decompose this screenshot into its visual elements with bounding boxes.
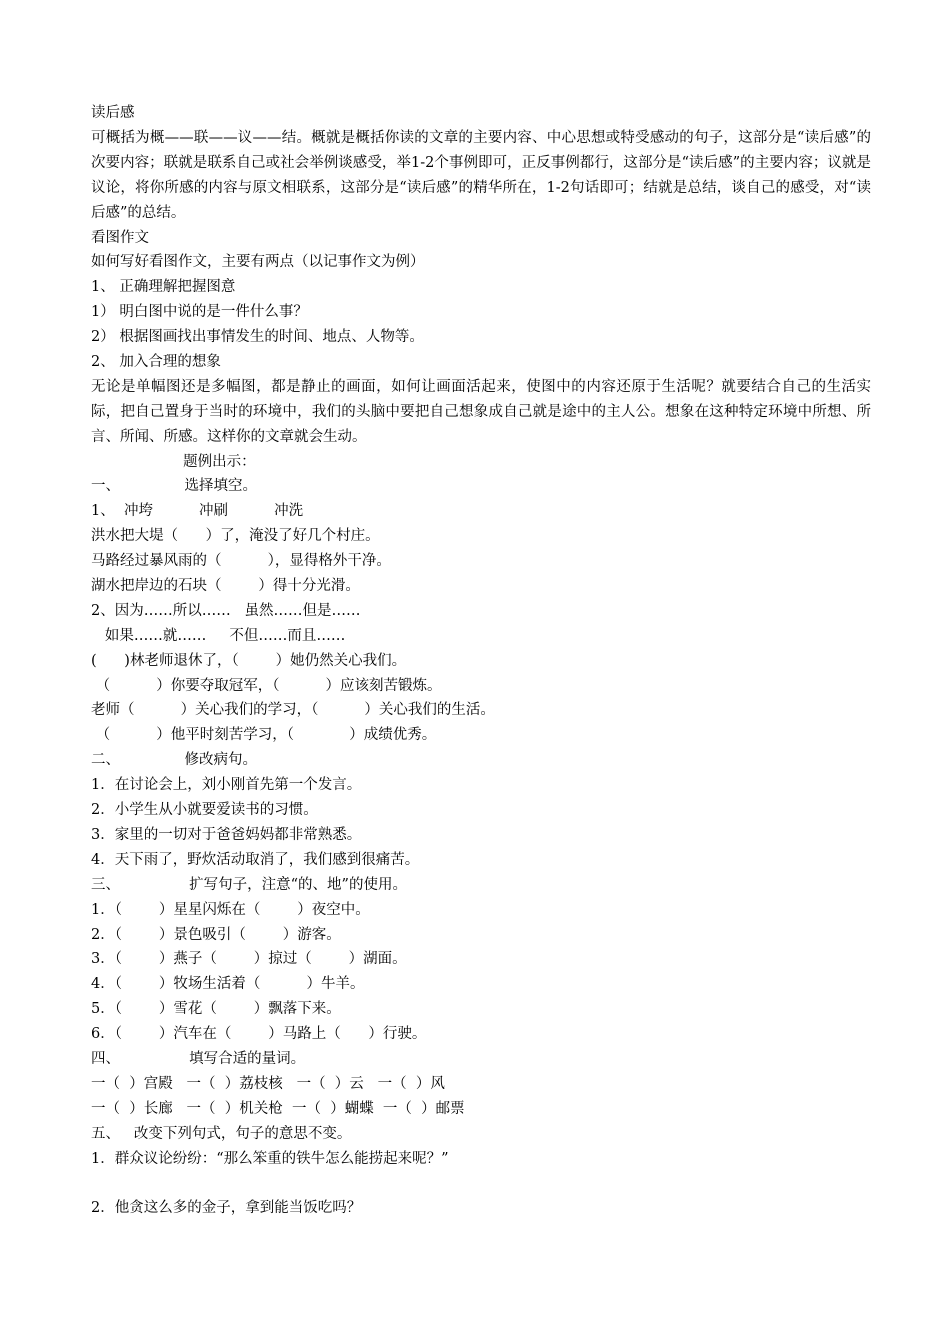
exercise-line: 3．（ ）燕子（ ）掠过（ ）湖面。	[91, 951, 407, 968]
text-line: 如何写好看图作文，主要有两点（以记事作文为例）	[91, 254, 425, 271]
exercise-line: 5．（ ）雪花（ ）飘落下来。	[91, 1001, 341, 1018]
exercise-line: 2．他贪这么多的金子，拿到能当饭吃吗？	[91, 1200, 362, 1217]
exercise-line: 1．群众议论纷纷：“那么笨重的铁牛怎么能捞起来呢？”	[91, 1150, 449, 1167]
text-line: 2） 根据图画找出事情发生的时间、地点、人物等。	[91, 329, 424, 346]
exercise-line: 1．（ ）星星闪烁在（ ）夜空中。	[91, 901, 370, 918]
exercise-line: 4．（ ）牧场生活着（ ）牛羊。	[91, 976, 365, 993]
exercise-line: ( )林老师退休了，（ ）她仍然关心我们。	[91, 652, 407, 669]
exercise-line: 6．（ ）汽车在（ ）马路上（ ）行驶。	[91, 1026, 427, 1043]
heading-picture-composition: 看图作文	[91, 229, 149, 246]
exercise-line: 一（ ）长廊 一（ ）机关枪 一（ ）蝴蝶 一（ ）邮票	[91, 1100, 465, 1117]
blank-line	[91, 1171, 871, 1196]
exercise-line: 1、 冲垮 冲刷 冲洗	[91, 503, 304, 520]
exercise-line: 2．（ ）景色吸引（ ）游客。	[91, 926, 341, 943]
section-heading: 五、 改变下列句式，句子的意思不变。	[91, 1125, 352, 1142]
section-heading: 二、 修改病句。	[91, 752, 258, 769]
exercise-line: 如果……就…… 不但……而且……	[91, 627, 346, 644]
exercise-line: 1．在讨论会上，刘小刚首先第一个发言。	[91, 777, 362, 794]
examples-title: 题例出示：	[91, 453, 256, 470]
exercise-line: 湖水把岸边的石块（ ）得十分光滑。	[91, 578, 360, 595]
exercise-line: （ ）他平时刻苦学习，（ ）成绩优秀。	[91, 727, 437, 744]
exercise-line: 马路经过暴风雨的（ ），显得格外干净。	[91, 553, 391, 570]
exercise-line: 老师（ ）关心我们的学习，（ ）关心我们的生活。	[91, 702, 495, 719]
section-heading: 三、 扩写句子，注意“的、地”的使用。	[91, 876, 407, 893]
text-line: 1、 正确理解把握图意	[91, 279, 236, 296]
exercise-line: 4．天下雨了，野炊活动取消了，我们感到很痛苦。	[91, 851, 420, 868]
exercise-line: 2、因为……所以…… 虽然……但是……	[91, 602, 361, 619]
exercise-line: 洪水把大堤（ ）了，淹没了好几个村庄。	[91, 528, 380, 545]
exercise-line: 3．家里的一切对于爸爸妈妈都非常熟悉。	[91, 826, 362, 843]
section-heading: 四、 填写合适的量词。	[91, 1050, 306, 1067]
exercise-line: 2．小学生从小就要爱读书的习惯。	[91, 802, 318, 819]
document-body	[91, 101, 871, 1221]
reading-reflection-paragraph: 可概括为概——联——议——结。概就是概括你读的文章的主要内容、中心思想或特受感动的句子，这部分是“读后感”的次要内容；联就是联系自己或社会举例谈感受，举1-2个事例即可，正反事例都行，这部分是“读后感”的主要内容；议就是议论，将你所感的内容与原文相联系，这部分是“读后感”的精华所在，1-2句话即可；结就是总结，谈自己的感受，对“读后感”的总结。	[91, 129, 871, 221]
text-line: 2、 加入合理的想象	[91, 353, 221, 370]
text-line: 1） 明白图中说的是一件什么事？	[91, 304, 308, 321]
section-heading: 一、 选择填空。	[91, 478, 258, 495]
exercise-line: 一（ ）宫殿 一（ ）荔枝核 一（ ）云 一（ ）风	[91, 1075, 445, 1092]
imagination-paragraph: 无论是单幅图还是多幅图，都是静止的画面，如何让画面活起来，使图中的内容还原于生活呢？就要结合自己的生活实际，把自己置身于当时的环境中，我们的头脑中要把自己想象成自己就是途中的主人公。想象在这种特定环境中所想、所言、所闻、所感。这样你的文章就会生动。	[91, 378, 871, 445]
exercise-line: （ ）你要夺取冠军，（ ）应该刻苦锻炼。	[91, 677, 442, 694]
heading-reading-reflection: 读后感	[91, 105, 135, 121]
